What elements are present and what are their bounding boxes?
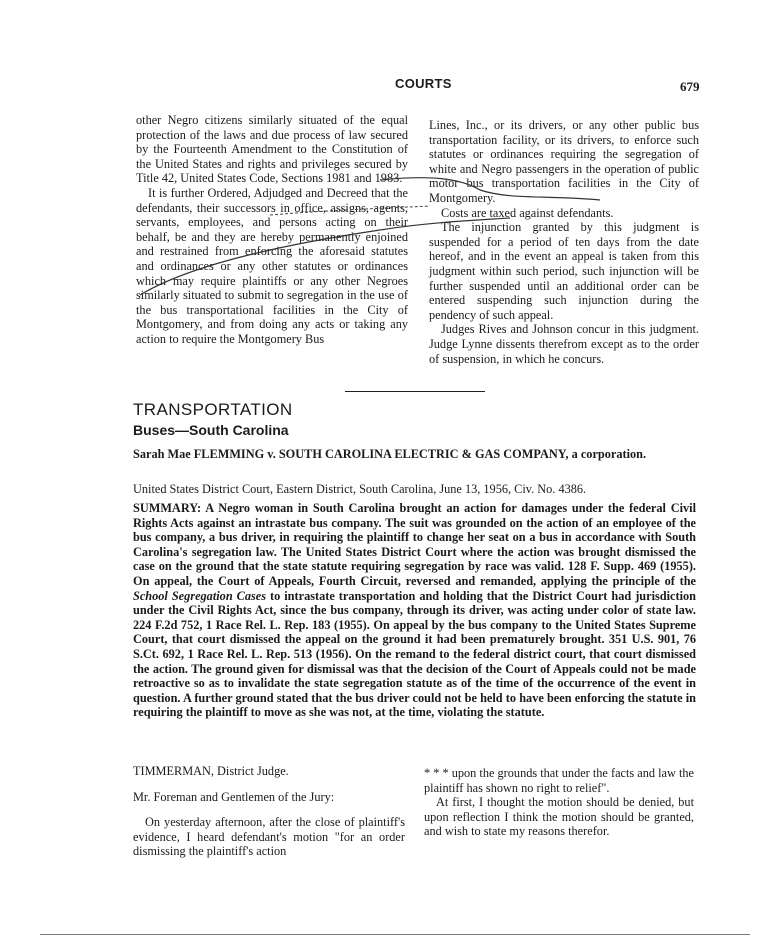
paragraph: Costs are taxed against defendants. xyxy=(441,205,614,220)
case-summary xyxy=(133,501,696,720)
court-line: United States District Court, Eastern District, South Carolina, June 13, 1956, Civ. No. 4386. xyxy=(133,482,587,496)
handwritten-annotation xyxy=(130,170,690,310)
paragraph: On yesterday afternoon, after the close of plaintiff's evidence, I heard defendant's motion "for an order dismissing the plaintiff's action xyxy=(133,815,405,859)
opinion-right-column xyxy=(424,766,694,839)
summary-italic: School Segregation Cases xyxy=(133,588,267,603)
paragraph: * * * upon the grounds that under the facts and law the plaintiff has shown no right to relief". xyxy=(424,766,694,795)
section-divider xyxy=(345,391,485,392)
opinion-left-column xyxy=(133,764,405,859)
section-subtitle: Buses—South Carolina xyxy=(133,422,289,438)
salutation: Mr. Foreman and Gentlemen of the Jury: xyxy=(133,789,335,804)
running-head: COURTS xyxy=(395,76,452,91)
summary-text: A Negro woman in South Carolina brought an action for damages under the federal Civil Rights Acts against an intrastate bus company. The suit was grounded on the action of an employee of the bus company, a bus driver, in requiring the plaintiff to change her seat on a bus in accordance with South Carolina's segregation law. The United States District Court where the action was brought dismissed the case on the ground that the state statute requiring segregation by race was valid. 128 F. Supp. 469 (1955). On appeal, the Court of Appeals, Fourth Circuit, reversed and remanded, applying the principle of the xyxy=(133,501,696,588)
paragraph: Lines, Inc., or its drivers, or any other public bus transportation facility, or its drivers, to enforce such statutes or ordinances requiring the segregation of white and Negro passengers in the operation of public motor bus transportation facilities in the City of Montgomery. xyxy=(429,118,699,205)
paragraph: At first, I thought the motion should be denied, but upon reflection I think the motion should be granted, and wish to state my reasons therefor. xyxy=(424,795,694,839)
paragraph: It is further Ordered, Adjudged and Decreed that the defendants, their successors in office, assigns, agents, servants, employees, and persons acting on their behalf, be and they are hereby permanently enjoined and restrained from enforcing the aforesaid statutes and ordinances or any other statutes or ordinances which may require plaintiffs or any other Negroes similarly situated to submit to segregation in the use of the bus transportational facilities in the City of Montgomery, and from doing any acts or taking any action to require the Montgomery Bus xyxy=(136,185,408,346)
paragraph: other Negro citizens similarly situated of the equal protection of the laws and due process of law secured by the Fourteenth Amendment to the Constitution of the United States and rights and privileges secured by Title 42, United States Code, Sections 1981 and 1983. xyxy=(136,113,408,186)
judge-name: TIMMERMAN, District Judge. xyxy=(133,764,289,778)
summary-text: to intrastate transportation and holding that the District Court had jurisdiction under the Civil Rights Act, since the bus company, through its driver, was acting under color of state law. 224 F.2d 752, 1 Race Rel. L. Rep. 183 (1955). On appeal by the bus company to the United States Supreme Court, that court dismissed the appeal on the ground it had been prematurely brought. 351 U.S. 901, 76 S.Ct. 692, 1 Race Rel. L. Rep. 513 (1956). On the remand to the federal district court, that court dismissed the action. The ground given for dismissal was that the decision of the Court of Appeals could not be made retroactive so as to invalidate the state segregation statute as of the time of the occurrence of the event in question. A further ground stated that the bus driver could not be held to have been enforcing the statute in requiring the plaintiff to move as she was not, at the time, violating the statute. xyxy=(133,588,696,720)
paragraph: Judges Rives and Johnson concur in this judgment. Judge Lynne dissents therefrom except as to the order of suspension, in which he concurs. xyxy=(429,322,699,366)
page-number: 679 xyxy=(680,79,700,94)
case-title: Sarah Mae FLEMMING v. SOUTH CAROLINA ELECTRIC & GAS COMPANY, a corporation. xyxy=(133,447,647,461)
bottom-scan-edge xyxy=(40,934,750,935)
section-title: TRANSPORTATION xyxy=(133,400,293,419)
paragraph: The injunction granted by this judgment is suspended for a period of ten days from the date hereof, and in the event an appeal is taken from this judgment within such period, such injunction will be further suspended until an additional order can be entered suspending such injunction during the pendency of such appeal. xyxy=(429,220,699,322)
summary-lead: SUMMARY: xyxy=(133,501,202,515)
